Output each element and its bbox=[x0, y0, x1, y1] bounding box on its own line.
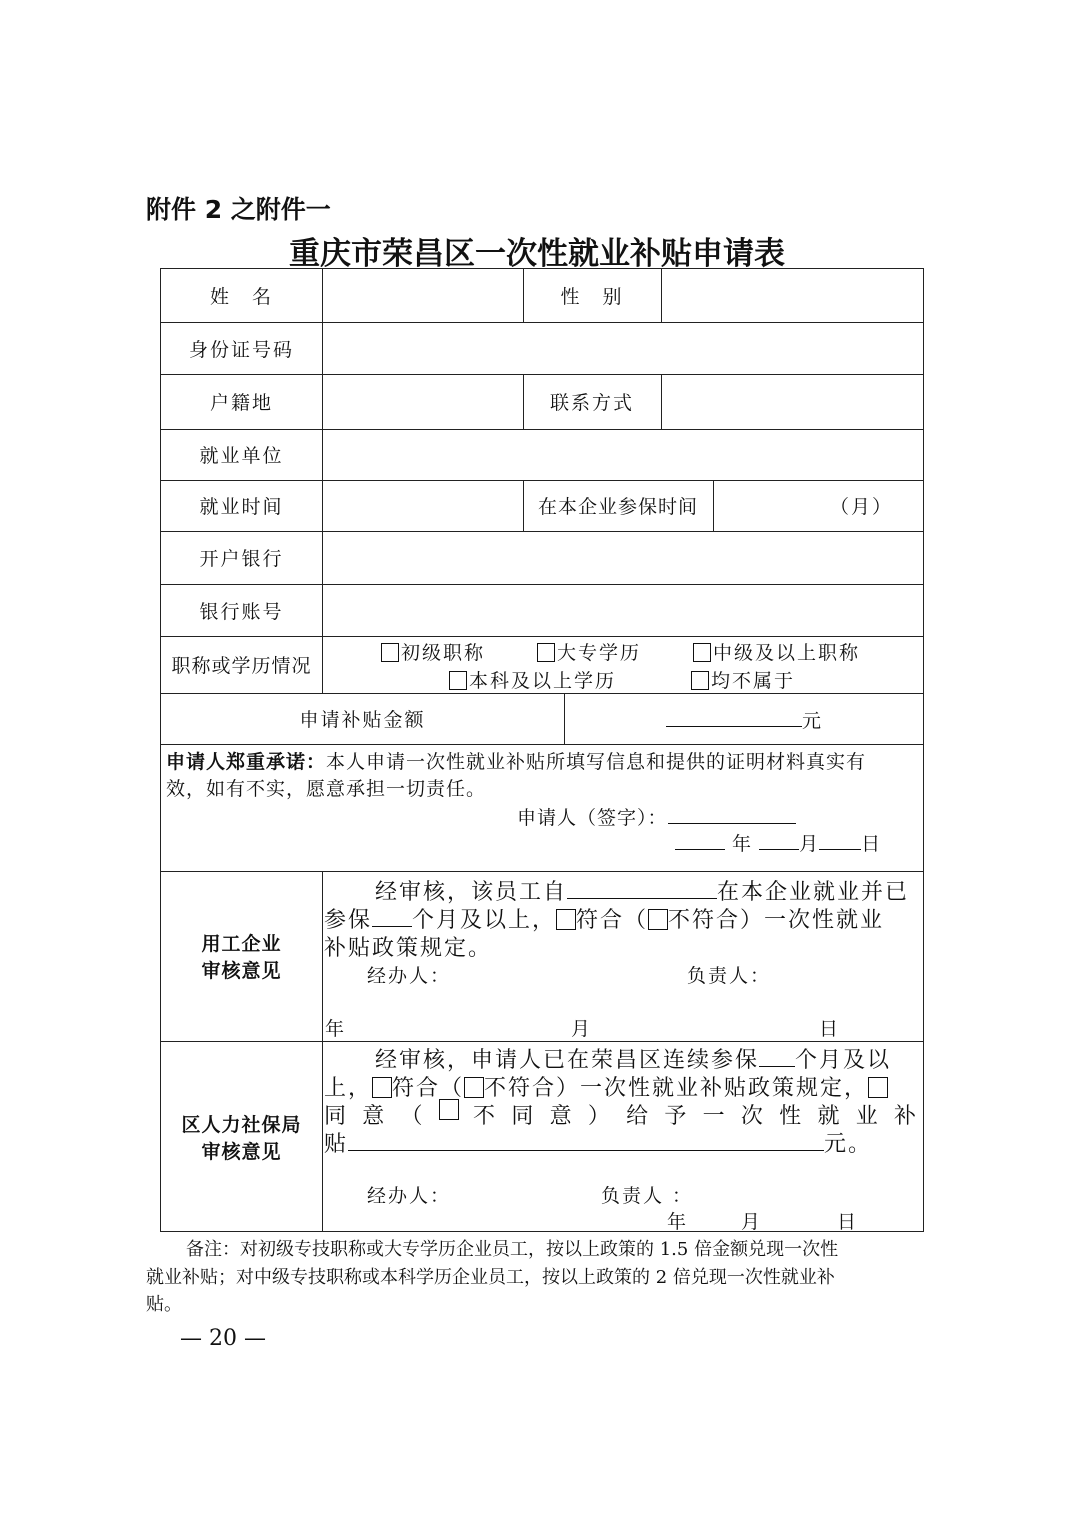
name-field[interactable] bbox=[323, 269, 523, 322]
employment-time-label: 就业时间 bbox=[199, 496, 284, 518]
account-label: 银行账号 bbox=[199, 600, 284, 623]
checkbox-icon[interactable] bbox=[648, 909, 668, 930]
bureau-review-line3: 同 意 （ 不 同 意 ） 给 予 一 次 性 就 业 补 bbox=[324, 1099, 918, 1130]
gender-field[interactable] bbox=[662, 269, 923, 322]
employer-label: 就业单位 bbox=[199, 445, 284, 467]
bureau-review-label: 区人力社保局 审核意见 bbox=[181, 1113, 302, 1163]
col-divider bbox=[322, 871, 323, 1232]
form-title: 重庆市荣昌区一次性就业补贴申请表 bbox=[289, 236, 785, 272]
day-blank[interactable] bbox=[819, 831, 861, 850]
gender-label: 性 别 bbox=[560, 286, 624, 308]
months-unit: （月） bbox=[829, 496, 893, 518]
id-number-field[interactable] bbox=[323, 322, 923, 374]
household-label: 户籍地 bbox=[209, 392, 273, 414]
contact-field[interactable] bbox=[662, 374, 923, 429]
insured-months-blank[interactable] bbox=[372, 908, 412, 927]
employment-start-blank[interactable] bbox=[567, 880, 717, 899]
application-form bbox=[160, 268, 924, 1232]
checkbox-icon[interactable] bbox=[691, 671, 709, 690]
employer-month: 月 bbox=[571, 1018, 593, 1040]
checkbox-icon[interactable] bbox=[372, 1077, 392, 1098]
checkbox-icon[interactable] bbox=[537, 643, 555, 662]
year-blank[interactable] bbox=[675, 831, 725, 850]
employer-review-line2: 参保 个月及以上， 符合（ 不符合）一次性就业 bbox=[324, 908, 885, 933]
subsidy-amount-label: 申请补贴金额 bbox=[299, 709, 426, 731]
amount-blank[interactable] bbox=[666, 708, 802, 727]
employer-handler: 经办人： bbox=[367, 965, 452, 987]
employer-manager: 负责人： bbox=[687, 965, 772, 987]
pledge-date: 年 月 日 bbox=[675, 829, 881, 856]
checkbox-icon[interactable] bbox=[693, 643, 711, 662]
bureau-day: 日 bbox=[837, 1211, 859, 1233]
checkbox-icon[interactable] bbox=[381, 643, 399, 662]
option-junior-title[interactable]: 初级职称 bbox=[381, 638, 485, 665]
bureau-review-line1: 经审核，申请人已在荣昌区连续参保 个月及以 bbox=[375, 1048, 892, 1073]
id-number-label: 身份证号码 bbox=[188, 338, 294, 361]
footnote-line2: 就业补贴；对中级专技职称或本科学历企业员工，按以上政策的 2 倍兑现一次性就业补 bbox=[146, 1267, 835, 1288]
contact-label: 联系方式 bbox=[549, 392, 634, 414]
row-divider bbox=[161, 744, 923, 745]
household-field[interactable] bbox=[323, 374, 523, 429]
option-none[interactable]: 均不属于 bbox=[691, 666, 795, 693]
month-blank[interactable] bbox=[759, 831, 799, 850]
page-number: — 20 — bbox=[180, 1326, 266, 1351]
employer-review-label: 用工企业 审核意见 bbox=[201, 933, 282, 982]
bureau-month: 月 bbox=[741, 1211, 763, 1233]
name-label: 姓 名 bbox=[209, 286, 273, 308]
employer-field[interactable] bbox=[323, 429, 923, 480]
option-bachelor[interactable]: 本科及以上学历 bbox=[449, 666, 616, 693]
subsidy-amount-field[interactable]: 元 bbox=[666, 706, 823, 733]
signature-blank[interactable] bbox=[668, 805, 796, 824]
continuous-months-blank[interactable] bbox=[759, 1048, 795, 1067]
checkbox-icon[interactable] bbox=[464, 1077, 484, 1098]
footnote-line1: 备注：对初级专技职称或大专学历企业员工，按以上政策的 1.5 倍金额兑现一次性 bbox=[186, 1239, 839, 1260]
insured-months-field[interactable] bbox=[714, 480, 923, 531]
bureau-year: 年 bbox=[667, 1211, 689, 1233]
checkbox-icon[interactable] bbox=[439, 1099, 459, 1120]
employer-review-line1: 经审核，该员工自 在本企业就业并已 bbox=[375, 880, 910, 905]
option-intermediate-title[interactable]: 中级及以上职称 bbox=[693, 638, 860, 665]
bureau-review-line4: 贴 元。 bbox=[324, 1132, 873, 1157]
checkbox-icon[interactable] bbox=[556, 909, 576, 930]
employer-year: 年 bbox=[325, 1018, 347, 1040]
account-field[interactable] bbox=[323, 584, 923, 636]
bureau-manager: 负责人 ： bbox=[601, 1185, 694, 1207]
insured-time-label: 在本企业参保时间 bbox=[537, 496, 698, 518]
checkbox-icon[interactable] bbox=[449, 671, 467, 690]
employment-time-field[interactable] bbox=[323, 480, 523, 531]
option-college[interactable]: 大专学历 bbox=[537, 638, 641, 665]
applicant-signature: 申请人（签字）： bbox=[517, 803, 796, 830]
bank-label: 开户银行 bbox=[199, 548, 284, 570]
employer-day: 日 bbox=[819, 1018, 841, 1040]
pledge-label: 申请人郑重承诺： bbox=[166, 751, 327, 773]
subsidy-approved-blank[interactable] bbox=[348, 1132, 824, 1151]
qualification-label: 职称或学历情况 bbox=[171, 655, 312, 677]
footnote-line3: 贴。 bbox=[146, 1294, 182, 1315]
bureau-handler: 经办人： bbox=[367, 1185, 452, 1207]
bank-field[interactable] bbox=[323, 531, 923, 584]
pledge-line1: 申请人郑重承诺：本人申请一次性就业补贴所填写信息和提供的证明材料真实有 bbox=[166, 751, 867, 773]
employer-review-line3: 补贴政策规定。 bbox=[324, 936, 493, 961]
pledge-line2: 效，如有不实，愿意承担一切责任。 bbox=[166, 778, 487, 800]
attachment-label: 附件 2 之附件一 bbox=[146, 195, 331, 224]
bureau-review-line2: 上， 符合（ 不符合）一次性就业补贴政策规定， bbox=[324, 1071, 888, 1102]
col-divider bbox=[564, 693, 565, 744]
checkbox-icon[interactable] bbox=[868, 1077, 888, 1098]
